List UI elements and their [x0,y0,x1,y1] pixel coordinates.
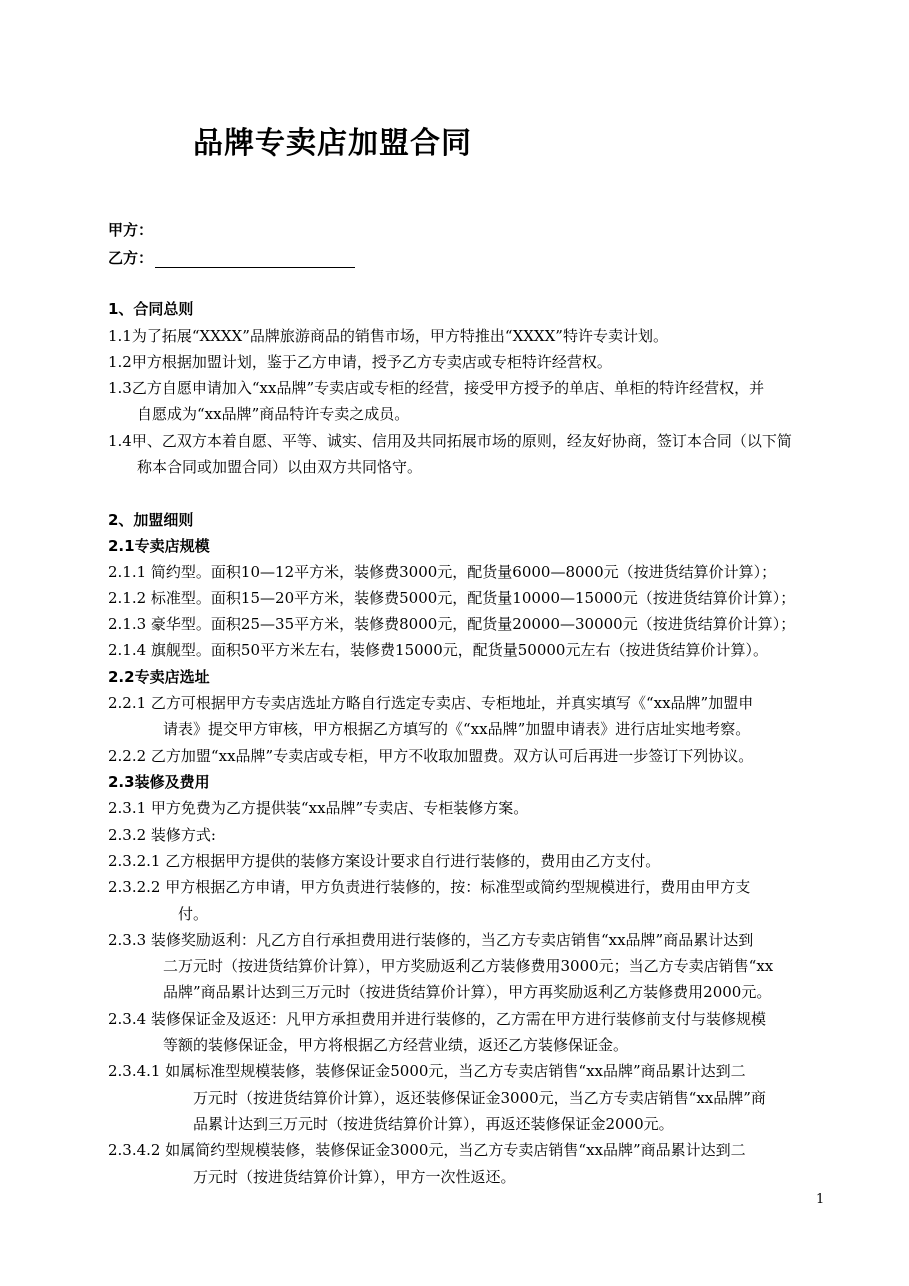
section-1-heading: 1、合同总则 [108,300,194,318]
clause-2-3-2: 2.3.2 装修方式: [108,826,216,844]
clause-2-3-4-1-line3: 品累计达到三万元时（按进货结算价计算），再返还装修保证金2000元。 [193,1115,674,1133]
party-b-signature-line [155,253,355,268]
subsection-2-2-heading: 2.2专卖店选址 [108,668,210,686]
clause-2-3-2-2-line2: 付。 [178,905,209,923]
clause-2-1-1: 2.1.1 简约型。面积10—12平方米，装修费3000元，配货量6000—8000元（按进货结算价计算）； [108,563,777,581]
party-b-row [108,248,355,268]
clause-2-3-4-line2: 等额的装修保证金，甲方将根据乙方经营业绩，返还乙方装修保证金。 [163,1036,629,1054]
party-a-label: 甲方： [108,221,154,239]
clause-1-3-line1: 1.3乙方自愿申请加入“xx品牌”专卖店或专柜的经营，接受甲方授予的单店、单柜的特许经营权，并 [108,379,765,397]
subsection-2-1-heading: 2.1专卖店规模 [108,537,210,555]
clause-2-3-3-line3: 品牌”商品累计达到三万元时（按进货结算价计算），甲方再奖励返利乙方装修费用2000元。 [163,983,772,1001]
clause-2-2-1-line1: 2.2.1 乙方可根据甲方专卖店选址方略自行选定专卖店、专柜地址，并真实填写《“xx品牌”加盟申 [108,694,754,712]
party-b-label: 乙方： [108,249,154,267]
clause-2-3-3-line2: 二万元时（按进货结算价计算），甲方奖励返利乙方装修费用3000元；当乙方专卖店销售“xx [163,957,774,975]
clause-1-2: 1.2甲方根据加盟计划，鉴于乙方申请，授予乙方专卖店或专柜特许经营权。 [108,353,612,371]
clause-2-3-4-line1: 2.3.4 装修保证金及返还：凡甲方承担费用并进行装修的，乙方需在甲方进行装修前支付与装修规模 [108,1010,766,1028]
clause-1-4-line1: 1.4甲、乙双方本着自愿、平等、诚实、信用及共同拓展市场的原则，经友好协商，签订本合同（以下简 [108,432,792,450]
clause-2-3-2-2-line1: 2.3.2.2 甲方根据乙方申请，甲方负责进行装修的，按：标准型或简约型规模进行，费用由甲方支 [108,878,751,896]
page-number: 1 [816,1192,825,1207]
subsection-2-3-heading: 2.3装修及费用 [108,773,210,791]
document-title: 品牌专卖店加盟合同 [193,126,472,161]
clause-2-3-4-2-line2: 万元时（按进货结算价计算），甲方一次性返还。 [193,1168,516,1186]
section-2-heading: 2、加盟细则 [108,511,194,529]
clause-1-4-line2: 称本合同或加盟合同）以由双方共同恪守。 [137,458,423,476]
clause-2-1-3: 2.1.3 豪华型。面积25—35平方米，装修费8000元，配货量20000—30000元（按进货结算价计算）； [108,615,796,633]
clause-2-1-2: 2.1.2 标准型。面积15—20平方米，装修费5000元，配货量10000—15000元（按进货结算价计算）； [108,589,796,607]
clause-2-3-3-line1: 2.3.3 装修奖励返利：凡乙方自行承担费用进行装修的，当乙方专卖店销售“xx品牌”商品累计达到 [108,931,754,949]
clause-2-3-2-1: 2.3.2.1 乙方根据甲方提供的装修方案设计要求自行进行装修的，费用由乙方支付。 [108,852,661,870]
clause-2-3-4-1-line1: 2.3.4.1 如属标准型规模装修，装修保证金5000元，当乙方专卖店销售“xx品牌”商品累计达到二 [108,1062,746,1080]
clause-2-2-2: 2.2.2 乙方加盟“xx品牌”专卖店或专柜，甲方不收取加盟费。双方认可后再进一步签订下列协议。 [108,747,754,765]
clause-2-3-4-1-line2: 万元时（按进货结算价计算），返还装修保证金3000元，当乙方专卖店销售“xx品牌”商 [193,1089,766,1107]
clause-1-1: 1.1为了拓展“XXXX”品牌旅游商品的销售市场，甲方特推出“XXXX”特许专卖计划。 [108,327,668,345]
clause-2-1-4: 2.1.4 旗舰型。面积50平方米左右，装修费15000元，配货量50000元左右（按进货结算价计算）。 [108,641,768,659]
clause-2-3-1: 2.3.1 甲方免费为乙方提供装“xx品牌”专卖店、专柜装修方案。 [108,799,529,817]
clause-2-2-1-line2: 请表》提交甲方审核，甲方根据乙方填写的《“xx品牌”加盟申请表》进行店址实地考察。 [163,720,751,738]
clause-2-3-4-2-line1: 2.3.4.2 如属简约型规模装修，装修保证金3000元，当乙方专卖店销售“xx品牌”商品累计达到二 [108,1141,746,1159]
clause-1-3-line2: 自愿成为“xx品牌”商品特许专卖之成员。 [137,405,410,423]
